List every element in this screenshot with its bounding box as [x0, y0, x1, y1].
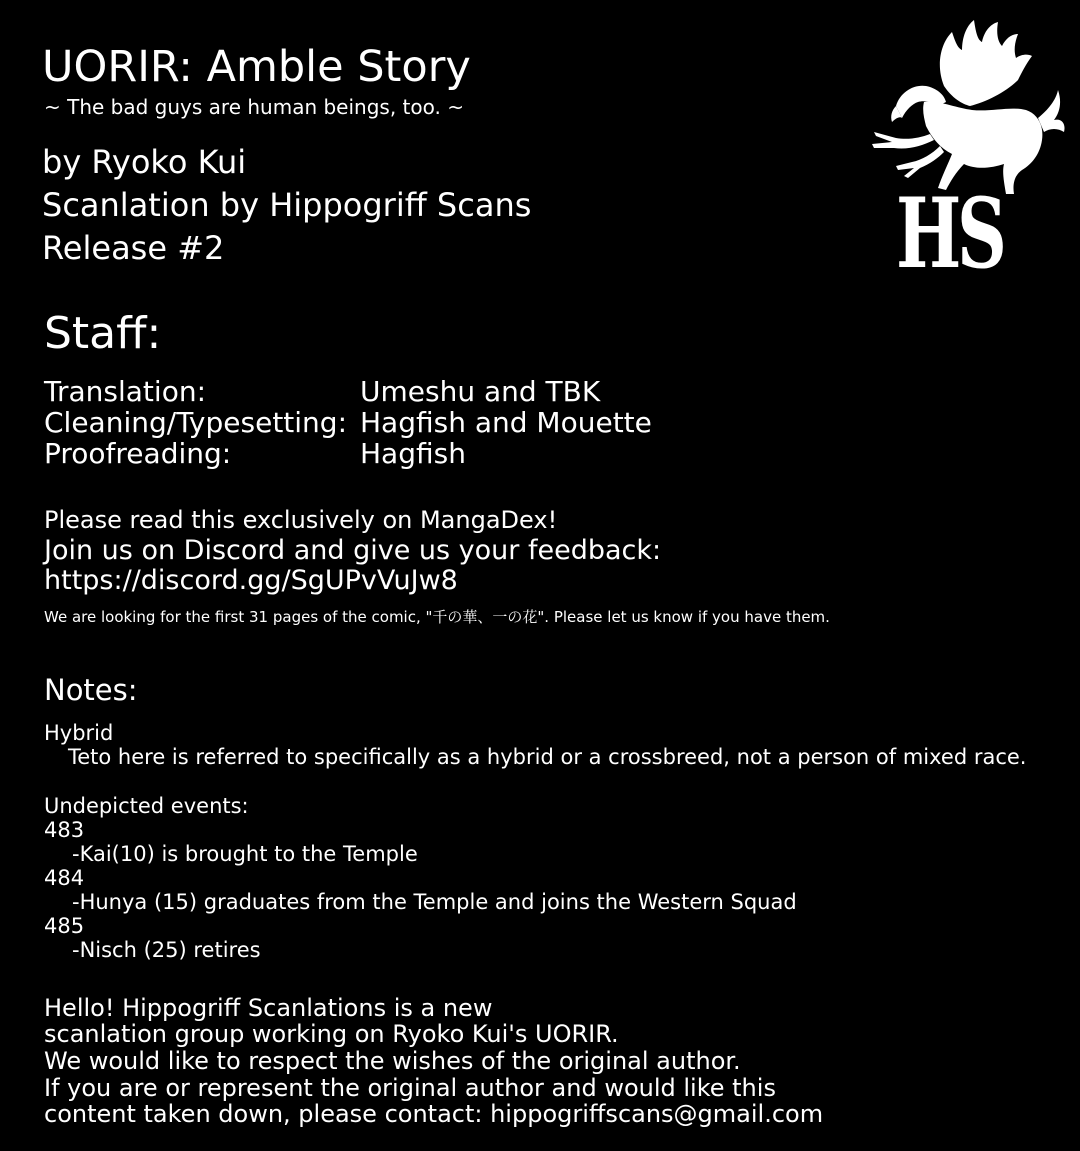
- staff-names-proofreading: Hagfish: [360, 437, 466, 470]
- contact-line: content taken down, please contact: hippogriffscans@gmail.com: [44, 1100, 824, 1128]
- hello-line: scanlation group working on Ryoko Kui's UORIR.: [44, 1020, 619, 1048]
- page-subtitle: ~ The bad guys are human beings, too. ~: [44, 95, 464, 119]
- author-line: by Ryoko Kui: [42, 143, 247, 181]
- logo-lettering: HS: [896, 177, 1003, 290]
- event-text: -Hunya (15) graduates from the Temple and joins the Western Squad: [72, 890, 797, 914]
- staff-names-translation: Umeshu and TBK: [360, 375, 601, 408]
- read-notice: Please read this exclusively on MangaDex!: [44, 506, 558, 534]
- staff-names-cleaning: Hagfish and Mouette: [360, 406, 652, 439]
- looking-for-note: We are looking for the first 31 pages of the comic, "千の華、一の花". Please let us know if you have them.: [44, 608, 830, 626]
- event-year: 483: [44, 818, 85, 842]
- note-hybrid-text: Teto here is referred to specifically as a hybrid or a crossbreed, not a person of mixed race.: [68, 745, 1027, 769]
- event-year: 485: [44, 914, 85, 938]
- page-title: UORIR: Amble Story: [42, 42, 471, 92]
- note-hybrid-title: Hybrid: [44, 721, 114, 745]
- release-line: Release #2: [42, 229, 225, 267]
- event-text: -Nisch (25) retires: [72, 938, 261, 962]
- note-events-title: Undepicted events:: [44, 794, 249, 818]
- staff-role-proofreading: Proofreading:: [44, 437, 232, 470]
- scanlation-line: Scanlation by Hippogriff Scans: [42, 186, 532, 224]
- staff-role-translation: Translation:: [44, 375, 206, 408]
- event-year: 484: [44, 866, 85, 890]
- notes-heading: Notes:: [44, 673, 138, 707]
- staff-heading: Staff:: [44, 308, 162, 359]
- discord-link[interactable]: https://discord.gg/SgUPvVuJw8: [44, 565, 458, 596]
- hello-line: If you are or represent the original author and would like this: [44, 1074, 776, 1102]
- staff-role-cleaning: Cleaning/Typesetting:: [44, 406, 348, 439]
- event-text: -Kai(10) is brought to the Temple: [72, 842, 418, 866]
- hello-line: We would like to respect the wishes of the original author.: [44, 1047, 741, 1075]
- hello-line: Hello! Hippogriff Scanlations is a new: [44, 994, 493, 1022]
- discord-invite: Join us on Discord and give us your feedback:: [44, 535, 662, 566]
